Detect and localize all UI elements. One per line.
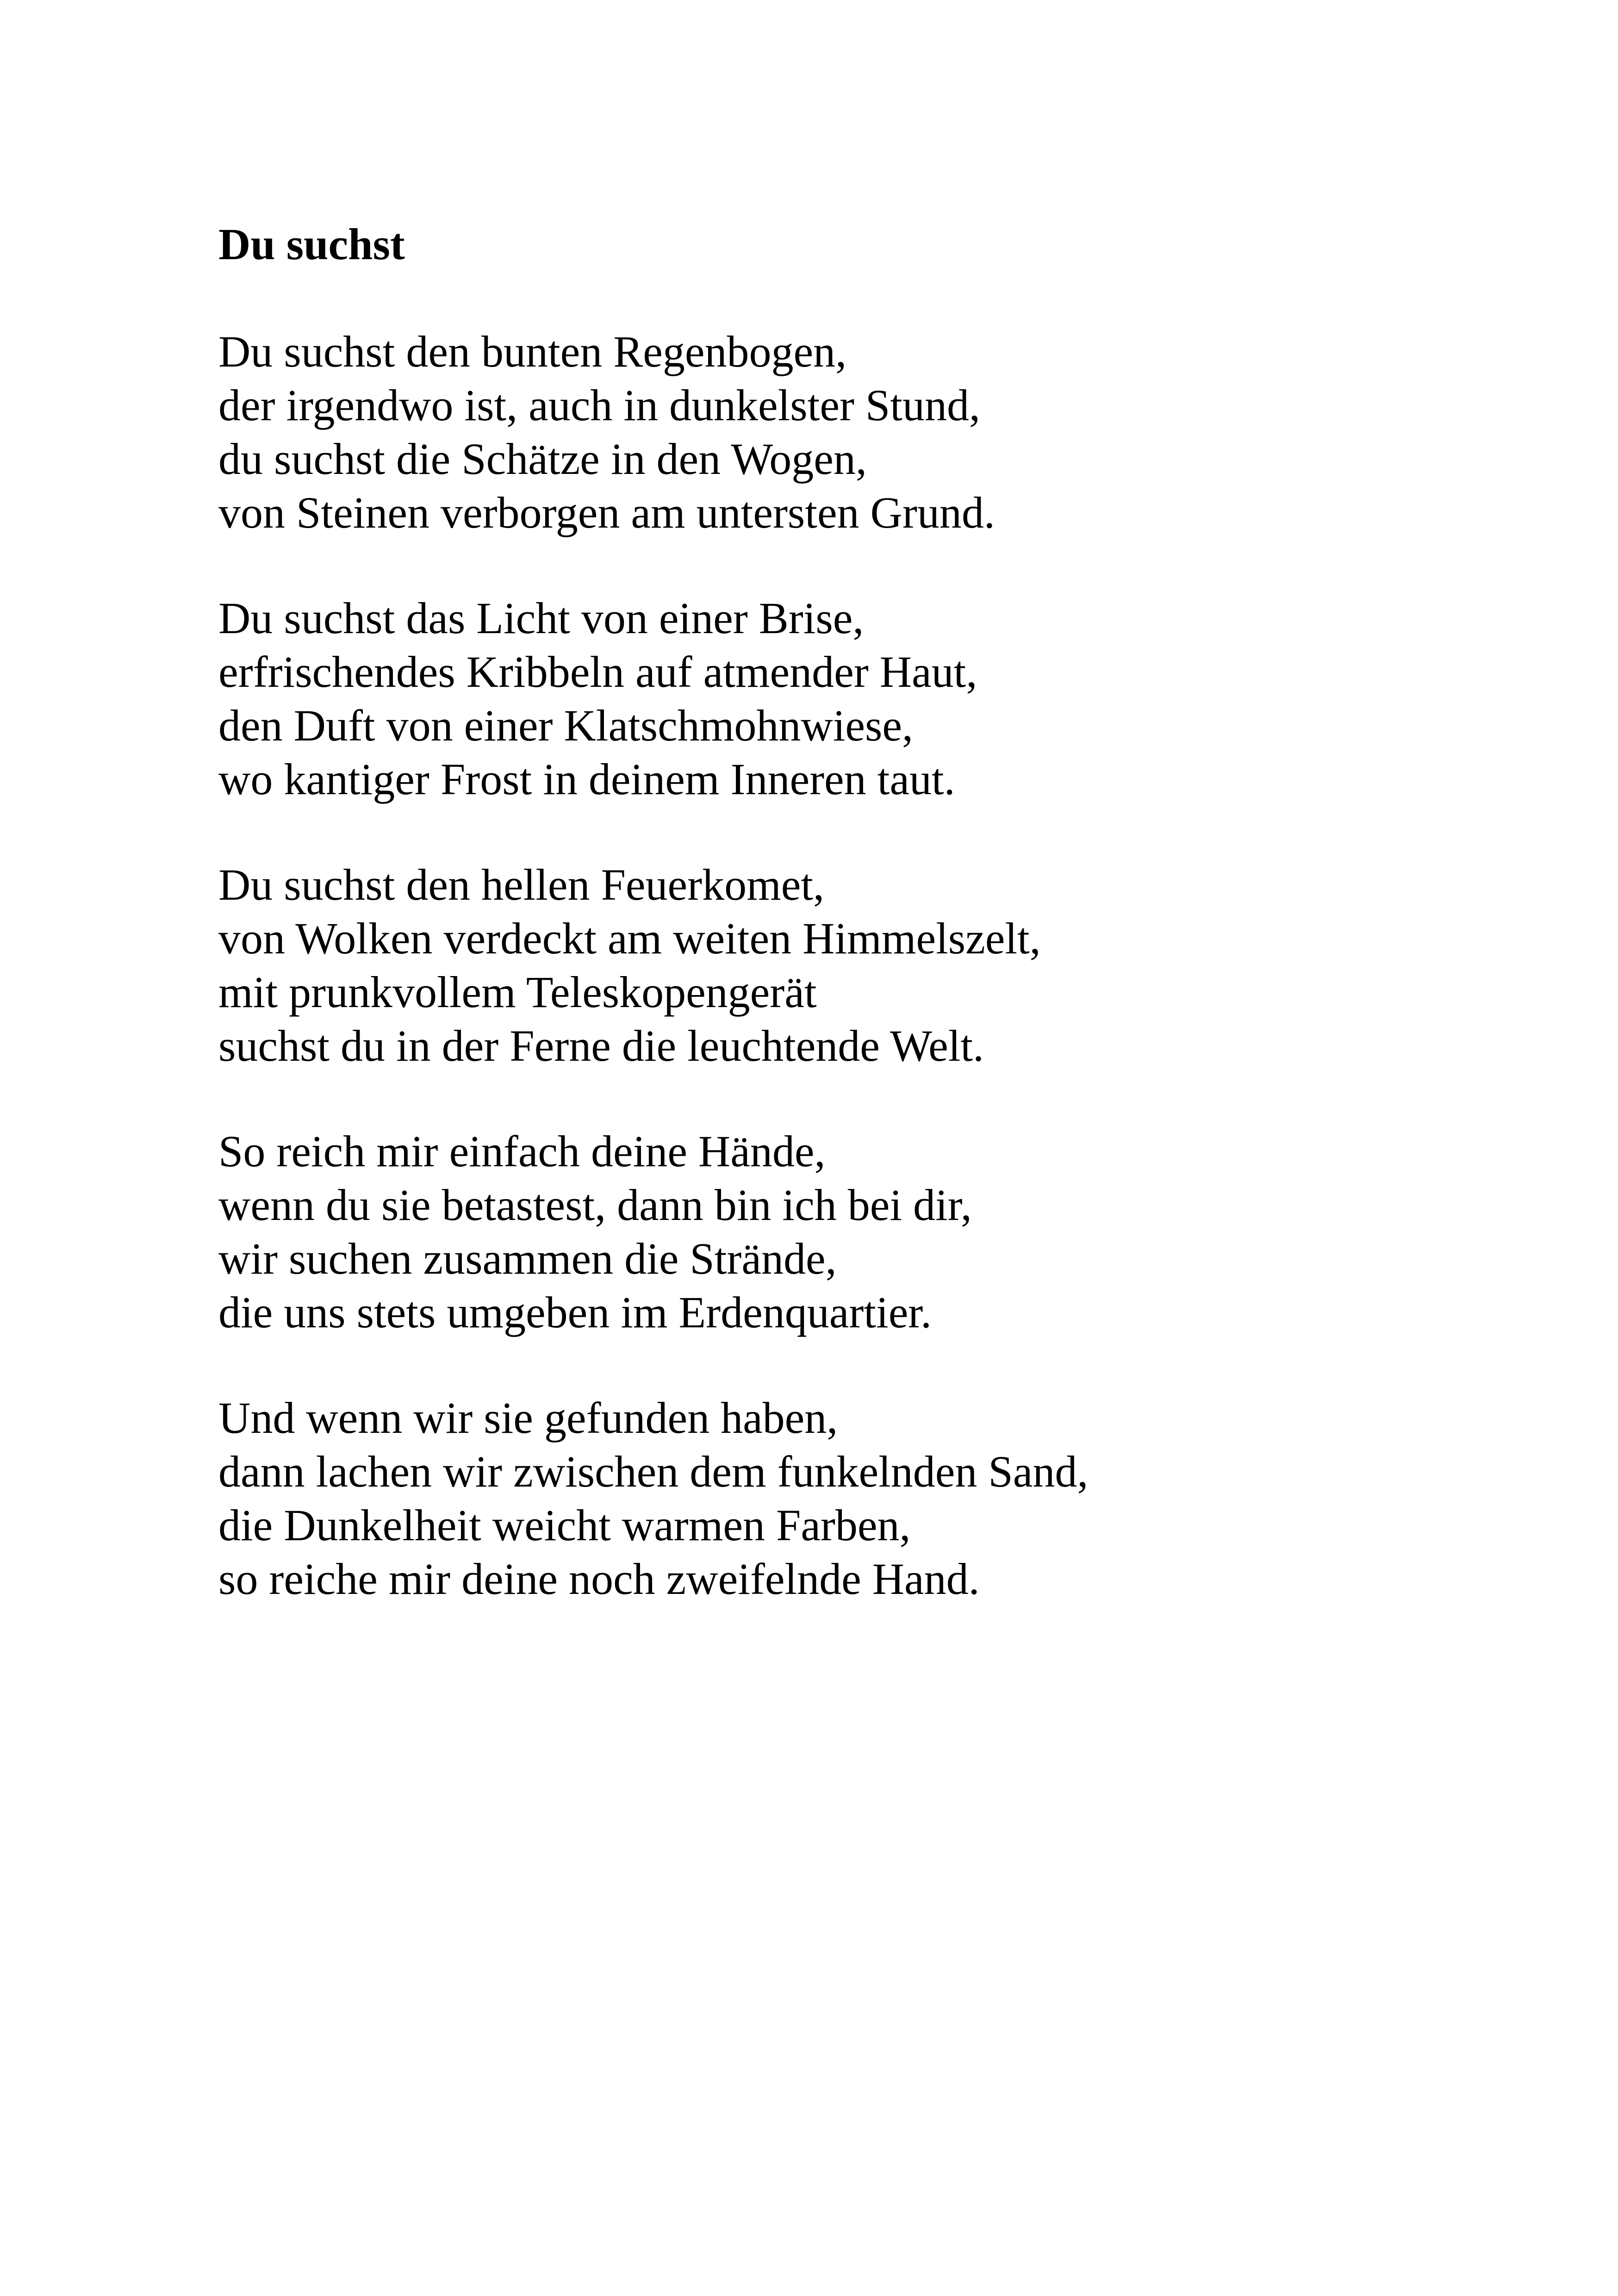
stanza-2 <box>218 591 1468 806</box>
poem-line: den Duft von einer Klatschmohnwiese, <box>218 701 913 750</box>
poem-line: suchst du in der Ferne die leuchtende Welt. <box>218 1021 984 1070</box>
poem-line: der irgendwo ist, auch in dunkelster Stund, <box>218 380 980 430</box>
poem-line: von Steinen verborgen am untersten Grund. <box>218 488 995 537</box>
poem-line: wo kantiger Frost in deinem Inneren taut. <box>218 754 955 804</box>
poem-line: wir suchen zusammen die Strände, <box>218 1234 837 1283</box>
poem-line: so reiche mir deine noch zweifelnde Hand. <box>218 1554 980 1604</box>
poem-line: Du suchst den hellen Feuerkomet, <box>218 860 825 909</box>
poem-line: So reich mir einfach deine Hände, <box>218 1126 826 1176</box>
poem-line: die uns stets umgeben im Erdenquartier. <box>218 1288 932 1337</box>
poem-line: mit prunkvollem Teleskopengerät <box>218 967 817 1017</box>
stanza-3 <box>218 858 1468 1073</box>
poem-line: erfrischendes Kribbeln auf atmender Haut, <box>218 647 977 697</box>
poem-line: Und wenn wir sie gefunden haben, <box>218 1393 838 1443</box>
stanza-5 <box>218 1391 1468 1606</box>
stanza-4 <box>218 1125 1468 1339</box>
poem-line: Du suchst den bunten Regenbogen, <box>218 327 847 376</box>
poem-line: Du suchst das Licht von einer Brise, <box>218 593 864 643</box>
poem-title: Du suchst <box>218 219 405 269</box>
poem-line: wenn du sie betastest, dann bin ich bei dir, <box>218 1180 972 1230</box>
poem-line: dann lachen wir zwischen dem funkelnden Sand, <box>218 1447 1089 1496</box>
poem-line: die Dunkelheit weicht warmen Farben, <box>218 1500 911 1550</box>
stanza-1 <box>218 325 1468 540</box>
poem-line: du suchst die Schätze in den Wogen, <box>218 434 867 484</box>
poem <box>218 218 1468 1658</box>
poem-line: von Wolken verdeckt am weiten Himmelszelt, <box>218 914 1041 963</box>
